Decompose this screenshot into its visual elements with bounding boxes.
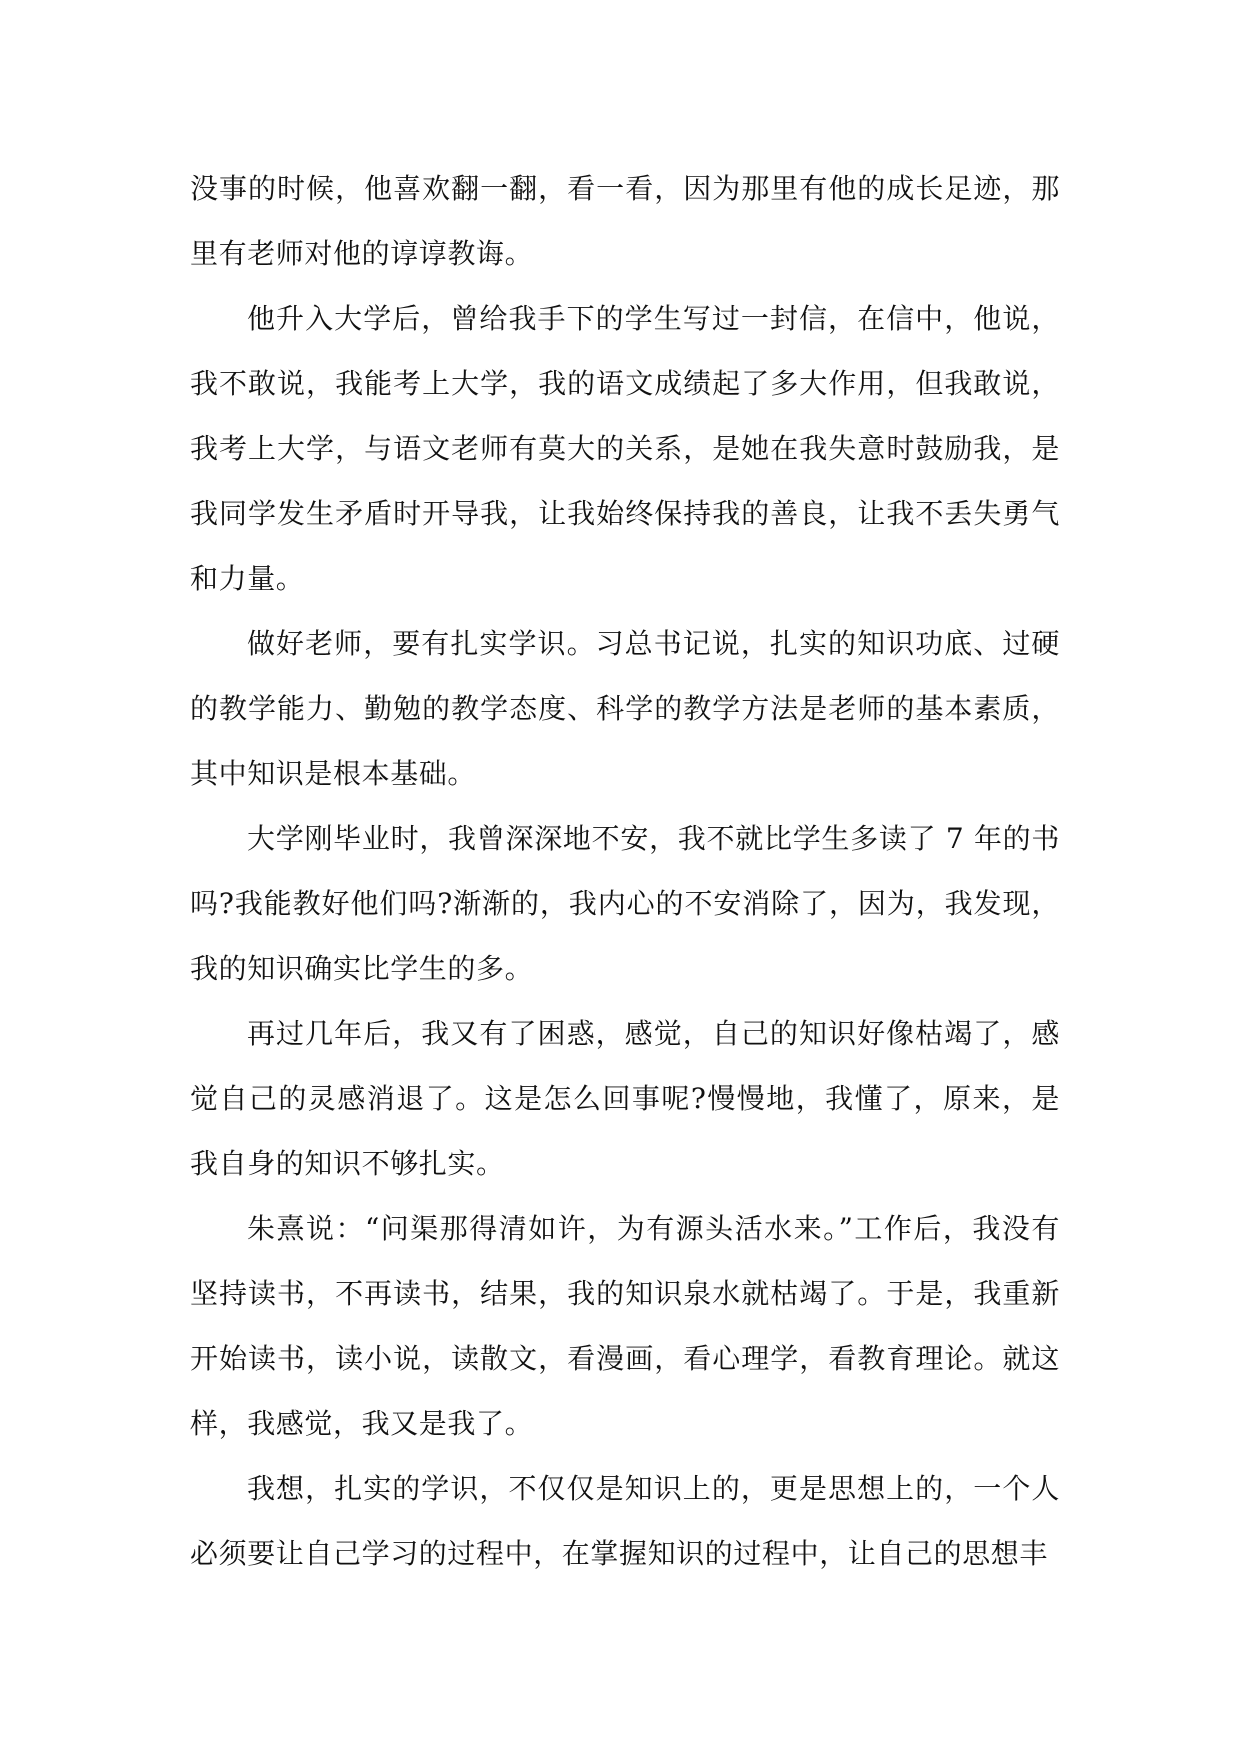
paragraph-3: 做好老师，要有扎实学识。习总书记说，扎实的知识功底、过硬的教学能力、勤勉的教学态度、科学的教学方法是老师的基本素质，其中知识是根本基础。 [190,627,1060,790]
document-body [190,156,1060,1586]
paragraph-2: 他升入大学后，曾给我手下的学生写过一封信，在信中，他说，我不敢说，我能考上大学，我的语文成绩起了多大作用，但我敢说，我考上大学，与语文老师有莫大的关系，是她在我失意时鼓励我，是我同学发生矛盾时开导我，让我始终保持我的善良，让我不丢失勇气和力量。 [190,302,1060,595]
paragraph-4: 大学刚毕业时，我曾深深地不安，我不就比学生多读了 7 年的书吗?我能教好他们吗?渐渐的，我内心的不安消除了，因为，我发现，我的知识确实比学生的多。 [190,822,1060,985]
paragraph-6: 朱熹说：“问渠那得清如许，为有源头活水来。”工作后，我没有坚持读书，不再读书，结果，我的知识泉水就枯竭了。于是，我重新开始读书，读小说，读散文，看漫画，看心理学，看教育理论。就这样，我感觉，我又是我了。 [190,1212,1060,1440]
paragraph-5: 再过几年后，我又有了困惑，感觉，自己的知识好像枯竭了，感觉自己的灵感消退了。这是怎么回事呢?慢慢地，我懂了，原来，是我自身的知识不够扎实。 [190,1017,1060,1180]
paragraph-7: 我想，扎实的学识，不仅仅是知识上的，更是思想上的，一个人必须要让自己学习的过程中，在掌握知识的过程中，让自己的思想丰 [190,1472,1060,1570]
paragraph-1: 没事的时候，他喜欢翻一翻，看一看，因为那里有他的成长足迹，那里有老师对他的谆谆教诲。 [190,172,1060,270]
